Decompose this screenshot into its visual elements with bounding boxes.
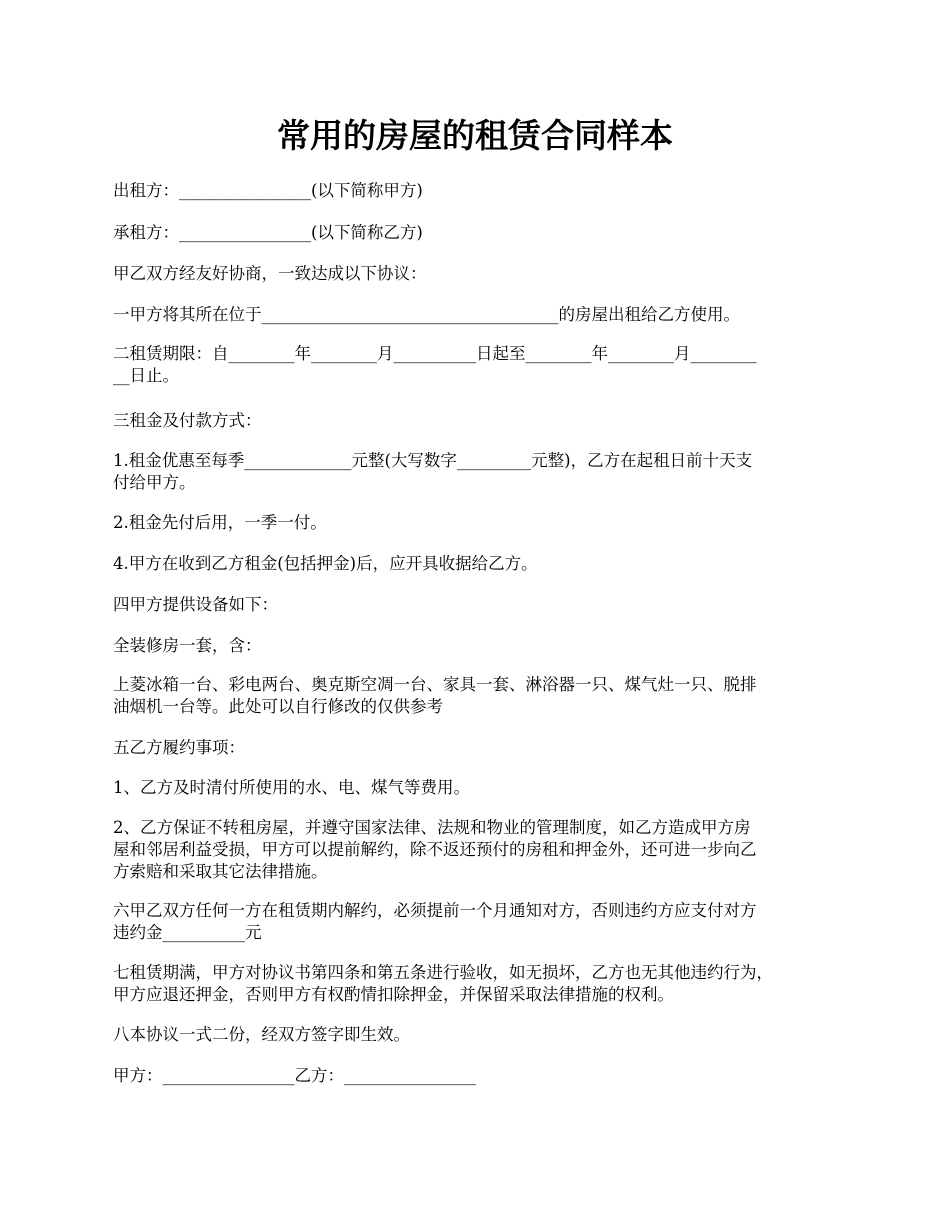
- paragraph-line: 违约金__________元: [113, 923, 262, 942]
- paragraph-line: 八本协议一式二份，经双方签字即生效。: [113, 1025, 410, 1044]
- paragraph-clause-4-b: [113, 674, 843, 718]
- paragraph-line: 方索赔和采取其它法律措施。: [113, 862, 328, 881]
- paragraph-clause-2: [113, 343, 843, 387]
- document-title: 常用的房屋的租赁合同样本: [277, 116, 673, 155]
- paragraph-clause-7: [113, 962, 843, 1006]
- paragraph-line: 甲乙双方经友好协商，一致达成以下协议：: [113, 264, 427, 283]
- paragraph-agreement-intro: [113, 263, 843, 285]
- paragraph-clause-5-2: [113, 817, 843, 883]
- paragraph-line: 甲方应退还押金，否则甲方有权酌情扣除押金，并保留采取法律措施的权利。: [113, 985, 674, 1004]
- paragraph-clause-3: [113, 410, 843, 432]
- paragraph-clause-6: [113, 900, 843, 944]
- paragraph-clause-3-1: [113, 450, 843, 494]
- paragraph-line: 1.租金优惠至每季_____________元整(大写数字_________元整)，乙方在起租日前十天支: [113, 451, 753, 470]
- paragraph-signatures: [113, 1065, 843, 1087]
- paragraph-clause-5-1: [113, 777, 843, 799]
- paragraph-line: 2、乙方保证不转租房屋，并遵守国家法律、法规和物业的管理制度，如乙方造成甲方房: [113, 818, 751, 837]
- paragraph-line: 六甲乙双方任何一方在租赁期内解约，必须提前一个月通知对方，否则违约方应支付对方: [113, 901, 757, 920]
- paragraph-line: 一甲方将其所在位于____________________________________的房屋出租给乙方使用。: [113, 305, 740, 324]
- paragraph-line: 五乙方履约事项：: [113, 738, 245, 757]
- paragraph-clause-3-4: [113, 553, 843, 575]
- paragraph-clause-8: [113, 1024, 843, 1046]
- paragraph-line: 付给甲方。: [113, 473, 196, 492]
- paragraph-line: 4.甲方在收到乙方租金(包括押金)后，应开具收据给乙方。: [113, 554, 538, 573]
- paragraph-line: 承租方：________________(以下简称乙方): [113, 223, 423, 242]
- paragraph-line: 甲方：________________乙方：________________: [113, 1066, 476, 1085]
- paragraph-clause-3-2: [113, 512, 843, 534]
- paragraph-line: 出租方：________________(以下简称甲方): [113, 181, 423, 200]
- paragraph-line: 1、乙方及时清付所使用的水、电、煤气等费用。: [113, 778, 470, 797]
- paragraph-line: 上菱冰箱一台、彩电两台、奥克斯空凋一台、家具一套、淋浴器一只、煤气灶一只、脱排: [113, 675, 757, 694]
- paragraph-clause-1: [113, 304, 843, 326]
- paragraph-clause-4: [113, 594, 843, 616]
- paragraph-line: 七租赁期满，甲方对协议书第四条和第五条进行验收，如无损坏，乙方也无其他违约行为，: [113, 963, 773, 982]
- paragraph-clause-5: [113, 737, 843, 759]
- paragraph-line: 三租金及付款方式：: [113, 411, 262, 430]
- paragraph-lessee: [113, 222, 843, 244]
- paragraph-clause-4-a: [113, 635, 843, 657]
- paragraph-line: __日止。: [113, 366, 179, 385]
- paragraph-line: 二租赁期限：自________年________月__________日起至________年________月________: [113, 344, 757, 363]
- paragraph-line: 油烟机一台等。此处可以自行修改的仅供参考: [113, 697, 443, 716]
- paragraph-line: 2.租金先付后用，一季一付。: [113, 513, 327, 532]
- paragraph-lessor: [113, 180, 843, 202]
- paragraph-line: 四甲方提供设备如下：: [113, 595, 278, 614]
- paragraph-line: 全装修房一套，含：: [113, 636, 262, 655]
- paragraph-line: 屋和邻居利益受损，甲方可以提前解约，除不返还预付的房租和押金外，还可进一步向乙: [113, 840, 757, 859]
